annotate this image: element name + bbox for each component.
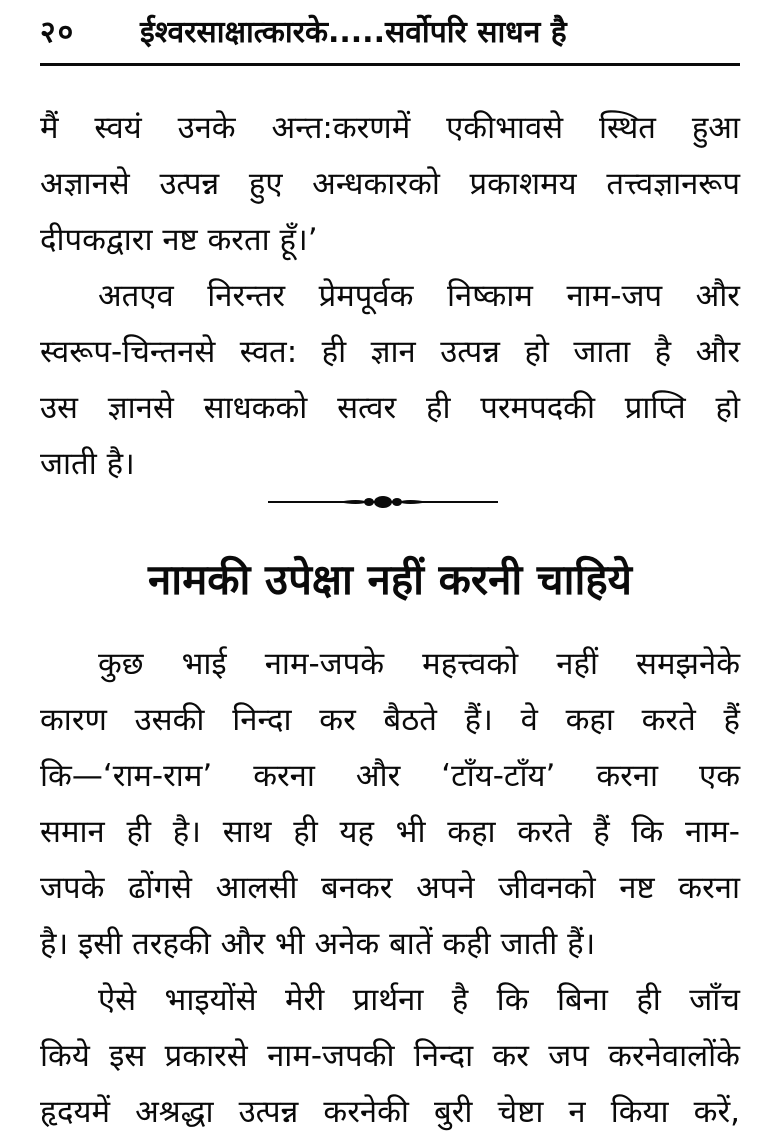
paragraph-line: उस ज्ञानसे साधकको सत्वर ही परमपदकी प्राप्ति हो [40,390,740,426]
paragraph-line: ऐसे भाइयोंसे मेरी प्रार्थना है कि बिना ही जाँच [98,982,740,1018]
page-number: २० [40,15,76,50]
paragraph-line: हृदयमें अश्रद्धा उत्पन्न करनेकी बुरी चेष्टा न किया करें, [40,1094,740,1130]
running-title: ईश्वरसाक्षात्कारके.....सर्वोपरि साधन है [140,15,567,50]
paragraph-line: है। इसी तरहकी और भी अनेक बातें कही जाती हैं। [40,926,596,962]
paragraph-1 [40,100,740,268]
paragraph-line: अज्ञानसे उत्पन्न हुए अन्धकारको प्रकाशमय तत्त्वज्ञानरूप [40,166,740,202]
page-header [40,4,740,62]
header-rule [40,63,740,66]
paragraph-2 [40,268,740,492]
paragraph-line: कारण उसकी निन्दा कर बैठते हैं। वे कहा करते हैं [40,702,740,738]
paragraph-line: मैं स्वयं उनके अन्त:करणमें एकीभावसे स्थित हुआ [40,110,740,146]
paragraph-line: समान ही है। साथ ही यह भी कहा करते हैं कि नाम- [40,814,740,850]
paragraph-line: दीपकद्वारा नष्ट करता हूँ।’ [40,222,318,258]
paragraph-3 [40,636,740,972]
paragraph-4 [40,972,740,1140]
paragraph-line: जपके ढोंगसे आलसी बनकर अपने जीवनको नष्ट करना [40,870,740,906]
paragraph-line: स्वरूप-चिन्तनसे स्वत: ही ज्ञान उत्पन्न हो जाता है और [40,334,740,370]
paragraph-line: अतएव निरन्तर प्रेमपूर्वक निष्काम नाम-जप और [98,278,740,314]
section-divider-ornament [268,490,498,514]
paragraph-line: जाती है। [40,446,135,482]
paragraph-line: कि—‘राम-राम’ करना और ‘टाँय-टाँय’ करना एक [40,758,740,794]
paragraph-line: किये इस प्रकारसे नाम-जपकी निन्दा कर जप करनेवालोंके [40,1038,740,1074]
paragraph-line: कुछ भाई नाम-जपके महत्त्वको नहीं समझनेके [98,646,740,682]
section-heading: नामकी उपेक्षा नहीं करनी चाहिये [148,555,632,604]
